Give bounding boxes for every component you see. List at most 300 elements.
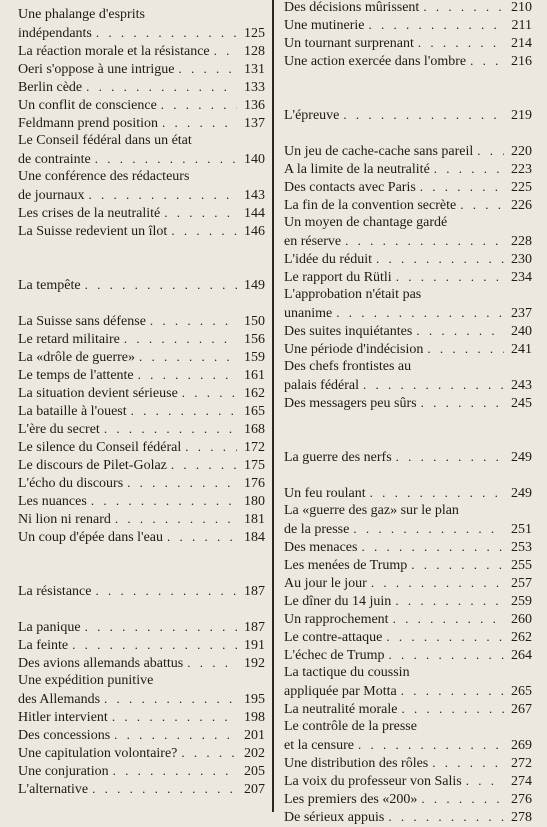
toc-entry-title: Le silence du Conseil fédéral xyxy=(18,440,182,455)
toc-entry-page: 140 xyxy=(244,152,265,167)
toc-entry-page: 226 xyxy=(511,198,532,213)
toc-leader-dots xyxy=(411,556,504,574)
toc-entry-title: indépendants xyxy=(18,26,92,41)
toc-entry-page: 195 xyxy=(244,692,265,707)
toc-entry xyxy=(284,682,532,700)
column-divider xyxy=(272,0,274,812)
toc-entry-page: 181 xyxy=(244,512,265,527)
toc-leader-dots xyxy=(114,726,237,744)
toc-entry-page: 162 xyxy=(244,386,265,401)
toc-entry xyxy=(284,700,532,718)
toc-entry-page: 137 xyxy=(244,116,265,131)
toc-entry-title: Un conflit de conscience xyxy=(18,98,157,113)
toc-entry xyxy=(284,646,532,664)
toc-entry xyxy=(18,780,265,798)
toc-entry-page: 143 xyxy=(244,188,265,203)
toc-entry-title: Au jour le jour xyxy=(284,576,367,591)
toc-leader-dots xyxy=(460,196,504,214)
toc-entry-title: La bataille à l'ouest xyxy=(18,404,127,419)
toc-entry xyxy=(18,132,265,150)
toc-entry-title: La feinte xyxy=(18,638,69,653)
toc-leader-dots xyxy=(162,114,237,132)
toc-leader-dots xyxy=(167,528,237,546)
toc-leader-dots xyxy=(363,376,504,394)
toc-spacer xyxy=(18,600,265,618)
toc-entry xyxy=(18,744,265,762)
toc-entry-page: 207 xyxy=(244,782,265,797)
toc-entry-title: Les crises de la neutralité xyxy=(18,206,161,221)
toc-entry-page: 214 xyxy=(511,36,532,51)
toc-entry-page: 265 xyxy=(511,684,532,699)
toc-entry xyxy=(284,304,532,322)
toc-entry xyxy=(18,6,265,24)
toc-entry xyxy=(284,754,532,772)
toc-entry xyxy=(284,34,532,52)
toc-entry-page: 276 xyxy=(511,792,532,807)
toc-entry-title: Une mutinerie xyxy=(284,18,365,33)
toc-entry-title: L'ère du secret xyxy=(18,422,100,437)
toc-leader-dots xyxy=(85,618,237,636)
toc-entry xyxy=(18,312,265,330)
toc-entry-title: des Allemands xyxy=(18,692,101,707)
toc-entry-title: Des suites inquiétantes xyxy=(284,324,413,339)
toc-entry-title: Une conjuration xyxy=(18,764,109,779)
toc-entry xyxy=(284,610,532,628)
toc-entry-title: L'alternative xyxy=(18,782,89,797)
toc-entry xyxy=(18,168,265,186)
toc-entry-title: Ni lion ni renard xyxy=(18,512,111,527)
toc-entry-title: en réserve xyxy=(284,234,342,249)
toc-entry xyxy=(284,502,532,520)
toc-entry-page: 237 xyxy=(511,306,532,321)
toc-entry-page: 168 xyxy=(244,422,265,437)
toc-leader-dots xyxy=(388,808,504,826)
toc-entry-page: 198 xyxy=(244,710,265,725)
toc-leader-dots xyxy=(150,312,237,330)
toc-leader-dots xyxy=(95,150,237,168)
toc-entry-title: Des avions allemands abattus xyxy=(18,656,184,671)
toc-leader-dots xyxy=(386,628,504,646)
toc-entry xyxy=(18,366,265,384)
toc-entry-title: L'écho du discours xyxy=(18,476,124,491)
toc-entry xyxy=(284,538,532,556)
toc-entry xyxy=(18,438,265,456)
toc-entry-title: La «drôle de guerre» xyxy=(18,350,135,365)
toc-entry-title: L'approbation n'était pas xyxy=(284,287,422,302)
toc-leader-dots xyxy=(371,574,504,592)
toc-leader-dots xyxy=(421,394,504,412)
toc-entry xyxy=(284,322,532,340)
toc-spacer xyxy=(18,240,265,258)
toc-leader-dots xyxy=(161,96,237,114)
toc-entry xyxy=(284,16,532,34)
toc-spacer xyxy=(18,258,265,276)
toc-leader-dots xyxy=(376,250,504,268)
toc-leader-dots xyxy=(358,736,504,754)
toc-entry-page: 245 xyxy=(511,396,532,411)
toc-entry-page: 274 xyxy=(511,774,532,789)
toc-entry-title: La «guerre des gaz» sur le plan xyxy=(284,503,459,518)
toc-entry-page: 205 xyxy=(244,764,265,779)
toc-entry-title: Le contre-attaque xyxy=(284,630,383,645)
toc-entry-title: Une action exercée dans l'ombre xyxy=(284,54,467,69)
toc-entry-page: 146 xyxy=(244,224,265,239)
toc-leader-dots xyxy=(368,16,504,34)
toc-entry-page: 267 xyxy=(511,702,532,717)
toc-entry-title: Un rapprochement xyxy=(284,612,389,627)
toc-entry-title: L'échec de Trump xyxy=(284,648,385,663)
toc-leader-dots xyxy=(138,366,237,384)
toc-entry-title: Des chefs frontistes au xyxy=(284,359,412,374)
toc-entry-page: 175 xyxy=(244,458,265,473)
toc-entry-page: 240 xyxy=(511,324,532,339)
toc-entry-title: Des décisions mûrissent xyxy=(284,0,420,15)
toc-entry-page: 241 xyxy=(511,342,532,357)
toc-leader-dots xyxy=(420,178,504,196)
toc-entry-title: Le contrôle de la presse xyxy=(284,719,417,734)
toc-entry-title: Les menées de Trump xyxy=(284,558,408,573)
toc-leader-dots xyxy=(432,754,504,772)
toc-entry-title: Une distribution des rôles xyxy=(284,756,429,771)
toc-entry xyxy=(284,0,532,16)
toc-entry-title: Les premiers des «200» xyxy=(284,792,418,807)
toc-entry-title: Des concessions xyxy=(18,728,111,743)
toc-entry-page: 131 xyxy=(244,62,265,77)
toc-entry xyxy=(284,376,532,394)
toc-entry xyxy=(18,42,265,60)
toc-entry-title: Berlin cède xyxy=(18,80,83,95)
toc-entry-title: Un moyen de chantage gardé xyxy=(284,215,448,230)
toc-spacer xyxy=(284,88,532,106)
toc-leader-dots xyxy=(95,582,237,600)
toc-left-column xyxy=(18,6,265,798)
toc-entry-page: 220 xyxy=(511,144,532,159)
toc-entry xyxy=(284,718,532,736)
toc-entry-page: 262 xyxy=(511,630,532,645)
toc-entry-page: 264 xyxy=(511,648,532,663)
toc-leader-dots xyxy=(214,42,237,60)
toc-leader-dots xyxy=(91,492,237,510)
toc-entry xyxy=(284,574,532,592)
toc-leader-dots xyxy=(402,700,505,718)
toc-entry-page: 191 xyxy=(244,638,265,653)
toc-entry-page: 144 xyxy=(244,206,265,221)
toc-entry-page: 202 xyxy=(244,746,265,761)
toc-leader-dots xyxy=(393,610,504,628)
toc-entry-title: La voix du professeur von Salis xyxy=(284,774,462,789)
toc-entry-page: 223 xyxy=(511,162,532,177)
toc-entry xyxy=(18,492,265,510)
toc-entry-title: Les nuances xyxy=(18,494,87,509)
toc-entry-title: Un feu roulant xyxy=(284,486,366,501)
toc-leader-dots xyxy=(421,790,504,808)
toc-spacer xyxy=(284,412,532,430)
toc-entry-title: La tactique du coussin xyxy=(284,665,410,680)
toc-entry xyxy=(18,582,265,600)
toc-entry-page: 180 xyxy=(244,494,265,509)
toc-entry xyxy=(284,628,532,646)
toc-leader-dots xyxy=(466,772,504,790)
toc-entry-title: Feldmann prend position xyxy=(18,116,158,131)
toc-entry-page: 159 xyxy=(244,350,265,365)
toc-entry xyxy=(18,528,265,546)
toc-entry-title: La neutralité morale xyxy=(284,702,398,717)
toc-entry xyxy=(18,510,265,528)
toc-entry xyxy=(284,358,532,376)
toc-leader-dots xyxy=(127,474,237,492)
toc-entry-title: de contrainte xyxy=(18,152,91,167)
toc-entry-page: 255 xyxy=(511,558,532,573)
toc-entry-title: De sérieux appuis xyxy=(284,810,385,825)
toc-entry-page: 156 xyxy=(244,332,265,347)
toc-leader-dots xyxy=(389,646,504,664)
toc-leader-dots xyxy=(115,510,237,528)
toc-leader-dots xyxy=(92,780,237,798)
toc-leader-dots xyxy=(185,438,237,456)
toc-leader-dots xyxy=(401,682,504,700)
toc-entry xyxy=(18,420,265,438)
toc-entry-title: La réaction morale et la résistance xyxy=(18,44,210,59)
toc-entry-page: 136 xyxy=(244,98,265,113)
toc-entry-page: 211 xyxy=(511,18,532,33)
toc-entry-page: 133 xyxy=(244,80,265,95)
toc-entry-title: La fin de la convention secrète xyxy=(284,198,457,213)
toc-entry-page: 272 xyxy=(511,756,532,771)
toc-leader-dots xyxy=(124,330,237,348)
toc-entry xyxy=(18,114,265,132)
toc-entry-title: Le retard militaire xyxy=(18,332,120,347)
toc-spacer xyxy=(18,546,265,564)
toc-entry-title: L'épreuve xyxy=(284,108,340,123)
toc-entry xyxy=(284,106,532,124)
toc-entry xyxy=(284,250,532,268)
toc-entry xyxy=(284,286,532,304)
toc-leader-dots xyxy=(477,142,504,160)
toc-entry xyxy=(284,736,532,754)
toc-right-column xyxy=(284,0,532,826)
toc-spacer xyxy=(284,124,532,142)
toc-entry xyxy=(284,142,532,160)
toc-leader-dots xyxy=(171,222,237,240)
toc-entry-title: Des messagers peu sûrs xyxy=(284,396,417,411)
toc-leader-dots xyxy=(434,160,504,178)
toc-entry xyxy=(284,592,532,610)
toc-entry-title: Des menaces xyxy=(284,540,358,555)
toc-entry xyxy=(18,330,265,348)
toc-leader-dots xyxy=(396,448,504,466)
toc-entry-page: 225 xyxy=(511,180,532,195)
toc-entry xyxy=(284,268,532,286)
toc-leader-dots xyxy=(361,538,504,556)
toc-entry xyxy=(18,24,265,42)
toc-entry-page: 150 xyxy=(244,314,265,329)
toc-entry-page: 278 xyxy=(511,810,532,825)
toc-spacer xyxy=(18,294,265,312)
toc-entry-title: de la presse xyxy=(284,522,350,537)
toc-entry-page: 149 xyxy=(244,278,265,293)
toc-entry-title: La panique xyxy=(18,620,81,635)
toc-entry xyxy=(18,96,265,114)
toc-spacer xyxy=(18,564,265,582)
toc-leader-dots xyxy=(343,106,504,124)
toc-entry-page: 176 xyxy=(244,476,265,491)
toc-entry-title: La situation devient sérieuse xyxy=(18,386,178,401)
toc-entry xyxy=(284,520,532,538)
toc-entry-title: L'idée du réduit xyxy=(284,252,373,267)
toc-entry xyxy=(18,222,265,240)
toc-entry-page: 234 xyxy=(511,270,532,285)
toc-leader-dots xyxy=(336,304,504,322)
toc-entry-title: La Suisse sans défense xyxy=(18,314,146,329)
toc-entry xyxy=(284,340,532,358)
toc-leader-dots xyxy=(427,340,504,358)
toc-entry-page: 230 xyxy=(511,252,532,267)
toc-entry-title: Le discours de Pilet-Golaz xyxy=(18,458,167,473)
toc-entry-title: Une capitulation volontaire? xyxy=(18,746,178,761)
toc-spacer xyxy=(284,430,532,448)
toc-entry-page: 253 xyxy=(511,540,532,555)
toc-entry xyxy=(18,618,265,636)
toc-leader-dots xyxy=(370,484,504,502)
toc-entry xyxy=(18,708,265,726)
toc-entry xyxy=(18,348,265,366)
toc-leader-dots xyxy=(112,708,237,726)
toc-entry xyxy=(18,384,265,402)
toc-entry-title: Une conférence des rédacteurs xyxy=(18,169,190,184)
toc-entry-page: 249 xyxy=(511,486,532,501)
toc-entry-page: 257 xyxy=(511,576,532,591)
toc-entry-title: Un tournant surprenant xyxy=(284,36,414,51)
toc-entry xyxy=(18,474,265,492)
toc-entry xyxy=(18,150,265,168)
toc-leader-dots xyxy=(396,268,504,286)
toc-entry-page: 260 xyxy=(511,612,532,627)
toc-entry-page: 161 xyxy=(244,368,265,383)
toc-entry-page: 251 xyxy=(511,522,532,537)
toc-leader-dots xyxy=(88,186,237,204)
toc-leader-dots xyxy=(418,34,504,52)
toc-leader-dots xyxy=(96,24,237,42)
toc-leader-dots xyxy=(178,60,237,78)
toc-spacer xyxy=(284,466,532,484)
toc-entry xyxy=(18,456,265,474)
toc-entry-page: 125 xyxy=(244,26,265,41)
toc-entry xyxy=(284,178,532,196)
toc-entry xyxy=(284,790,532,808)
toc-leader-dots xyxy=(171,456,237,474)
toc-leader-dots xyxy=(86,78,237,96)
toc-entry-title: Une expédition punitive xyxy=(18,673,154,688)
toc-leader-dots xyxy=(423,0,504,16)
toc-leader-dots xyxy=(345,232,504,250)
toc-leader-dots xyxy=(104,420,237,438)
toc-entry xyxy=(18,60,265,78)
toc-leader-dots xyxy=(182,384,237,402)
toc-entry-title: de journaux xyxy=(18,188,85,203)
toc-entry xyxy=(18,672,265,690)
toc-entry-title: La Suisse redevient un îlot xyxy=(18,224,168,239)
toc-entry xyxy=(18,204,265,222)
toc-spacer xyxy=(284,70,532,88)
toc-entry-page: 128 xyxy=(244,44,265,59)
toc-entry-page: 184 xyxy=(244,530,265,545)
toc-entry-page: 172 xyxy=(244,440,265,455)
toc-leader-dots xyxy=(164,204,237,222)
toc-entry-title: Le Conseil fédéral dans un état xyxy=(18,133,192,148)
toc-entry xyxy=(284,484,532,502)
toc-entry-title: La guerre des nerfs xyxy=(284,450,392,465)
toc-entry xyxy=(18,690,265,708)
toc-entry-page: 219 xyxy=(511,108,532,123)
toc-entry xyxy=(284,214,532,232)
toc-entry xyxy=(18,762,265,780)
toc-entry-title: Le rapport du Rütli xyxy=(284,270,392,285)
toc-entry-title: palais fédéral xyxy=(284,378,360,393)
toc-entry xyxy=(284,556,532,574)
toc-entry-page: 187 xyxy=(244,620,265,635)
toc-entry-page: 192 xyxy=(244,656,265,671)
toc-entry xyxy=(18,636,265,654)
toc-entry-page: 201 xyxy=(244,728,265,743)
toc-entry-page: 243 xyxy=(511,378,532,393)
toc-entry xyxy=(284,664,532,682)
toc-entry-title: appliquée par Motta xyxy=(284,684,397,699)
toc-entry xyxy=(284,52,532,70)
toc-entry-title: Un jeu de cache-cache sans pareil xyxy=(284,144,474,159)
toc-entry xyxy=(18,402,265,420)
toc-entry-title: et la censure xyxy=(284,738,354,753)
toc-entry xyxy=(284,232,532,250)
toc-entry xyxy=(284,808,532,826)
toc-entry-page: 165 xyxy=(244,404,265,419)
toc-leader-dots xyxy=(187,654,237,672)
toc-entry-title: Une période d'indécision xyxy=(284,342,424,357)
toc-entry xyxy=(18,726,265,744)
toc-entry-page: 187 xyxy=(244,584,265,599)
toc-entry-title: Un coup d'épée dans l'eau xyxy=(18,530,163,545)
toc-entry xyxy=(18,78,265,96)
toc-entry-title: Hitler intervient xyxy=(18,710,108,725)
toc-leader-dots xyxy=(353,520,504,538)
toc-entry xyxy=(284,448,532,466)
toc-entry-page: 249 xyxy=(511,450,532,465)
toc-entry-title: Des contacts avec Paris xyxy=(284,180,416,195)
toc-entry xyxy=(284,394,532,412)
toc-entry-page: 269 xyxy=(511,738,532,753)
toc-entry-title: La tempête xyxy=(18,278,81,293)
toc-entry-page: 259 xyxy=(511,594,532,609)
toc-leader-dots xyxy=(72,636,237,654)
toc-leader-dots xyxy=(470,52,504,70)
toc-entry-page: 228 xyxy=(511,234,532,249)
toc-leader-dots xyxy=(395,592,504,610)
toc-leader-dots xyxy=(85,276,237,294)
toc-entry xyxy=(18,276,265,294)
toc-entry-title: La résistance xyxy=(18,584,92,599)
toc-leader-dots xyxy=(139,348,237,366)
toc-entry-title: Le dîner du 14 juin xyxy=(284,594,392,609)
toc-entry xyxy=(18,654,265,672)
toc-leader-dots xyxy=(416,322,504,340)
toc-entry xyxy=(284,196,532,214)
toc-entry-title: A la limite de la neutralité xyxy=(284,162,430,177)
toc-entry xyxy=(284,772,532,790)
toc-entry-page: 216 xyxy=(511,54,532,69)
toc-entry xyxy=(284,160,532,178)
toc-entry xyxy=(18,186,265,204)
toc-leader-dots xyxy=(181,744,237,762)
toc-entry-title: Une phalange d'esprits xyxy=(18,7,145,22)
